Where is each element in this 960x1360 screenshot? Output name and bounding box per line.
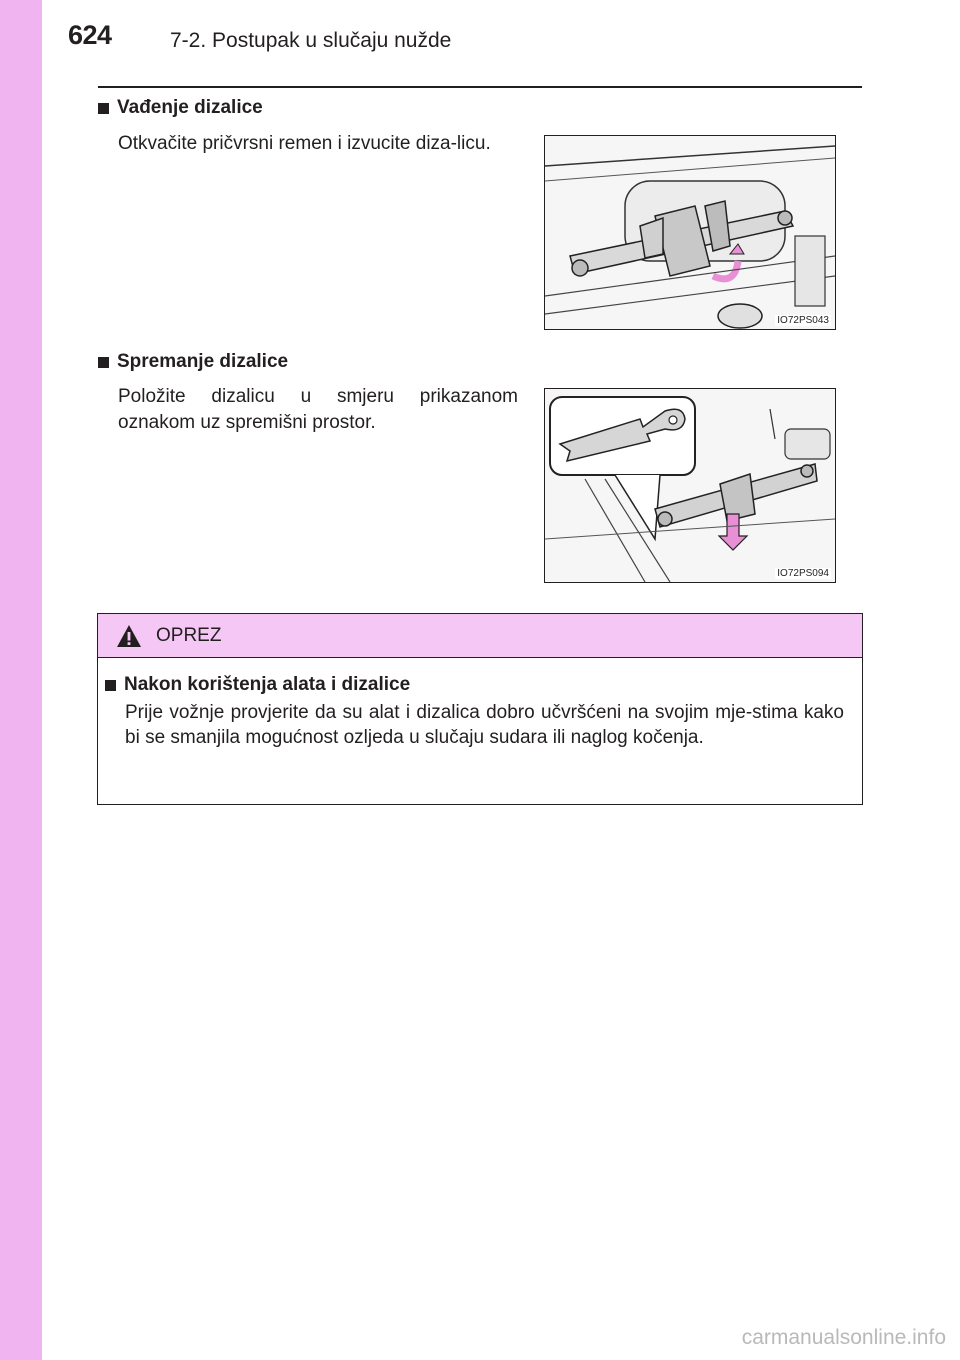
caution-box [97,613,863,805]
watermark: carmanualsonline.info [741,1326,946,1349]
warning-triangle-icon [116,624,142,648]
caution-subheading-text: Nakon korištenja alata i dizalice [124,674,411,695]
caution-subheading [105,674,844,696]
jack-removal-illustration [545,136,835,329]
square-bullet-icon [105,680,116,691]
figure-jack-removal [544,135,836,330]
instruction-text-storing: Položite dizalicu u smjeru prikazanom oznakom uz spremišni prostor. [118,386,518,433]
instruction-text-removing: Otkvačite pričvrsni remen i izvucite diza-licu. [118,133,491,154]
header-rule [98,86,862,88]
subheading-storing-jack [98,351,288,373]
figure-code: IO72PS043 [777,315,829,326]
figure-jack-storage [544,388,836,583]
caution-title: OPREZ [156,624,222,646]
side-color-strip [0,0,42,1360]
section-title: 7-2. Postupak u slučaju nužde [170,29,452,52]
caution-body [98,658,862,750]
caution-header [98,614,862,658]
subheading-text: Spremanje dizalice [117,351,289,372]
square-bullet-icon [98,357,109,368]
subheading-removing-jack [98,97,263,119]
caution-text: Prije vožnje provjerite da su alat i dizalica dobro učvršćeni na svojim mje-stima kako bi se smanjila mogućnost ozljeda u slučaju sudara ili naglog kočenja. [125,702,844,748]
page-number: 624 [68,20,112,50]
figure-code: IO72PS094 [777,568,829,579]
square-bullet-icon [98,103,109,114]
subheading-text: Vađenje dizalice [117,97,263,118]
jack-storage-illustration [545,389,835,582]
